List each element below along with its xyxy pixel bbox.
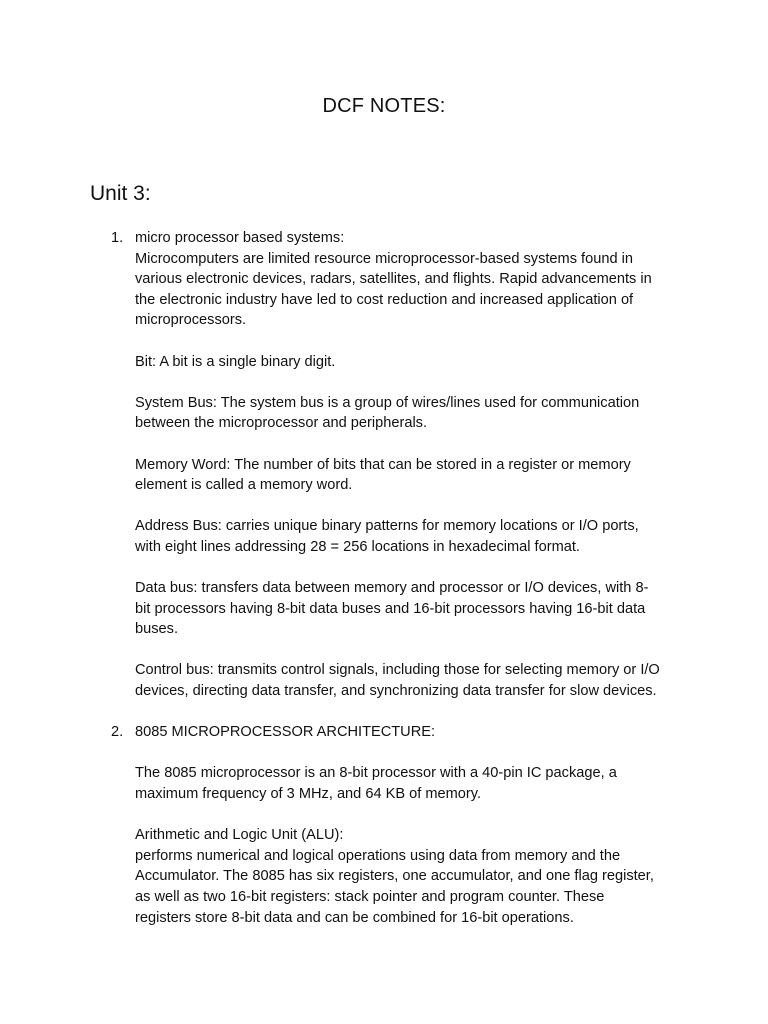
text-line: the electronic industry have led to cost reduction and increased application of xyxy=(135,291,634,308)
text-line: registers store 8-bit data and can be combined for 16-bit operations. xyxy=(135,909,574,926)
text-line: Address Bus: carries unique binary patterns for memory locations or I/O ports, xyxy=(135,518,639,535)
paragraph xyxy=(135,352,695,373)
paragraph xyxy=(135,763,695,804)
paragraph xyxy=(135,578,695,640)
paragraph-gap xyxy=(135,331,695,352)
list-item-number: 1. xyxy=(111,230,124,246)
paragraph xyxy=(135,393,695,434)
unit-heading: Unit 3: xyxy=(90,182,151,205)
document-title: DCF NOTES: xyxy=(322,95,446,117)
paragraph-gap xyxy=(135,805,695,826)
text-line: bit processors having 8-bit data buses and 16-bit processors having 16-bit data xyxy=(135,600,646,617)
text-line: performs numerical and logical operations using data from memory and the xyxy=(135,847,621,864)
text-line: between the microprocessor and peripherals. xyxy=(135,415,428,432)
paragraph xyxy=(135,249,695,331)
paragraph xyxy=(135,825,695,928)
text-line: Memory Word: The number of bits that can be stored in a register or memory xyxy=(135,456,631,473)
paragraph-gap xyxy=(135,372,695,393)
list-item-heading: micro processor based systems: xyxy=(135,230,345,246)
text-line: maximum frequency of 3 MHz, and 64 KB of memory. xyxy=(135,786,482,803)
list-item xyxy=(111,722,695,928)
text-line: element is called a memory word. xyxy=(135,477,353,494)
text-line: Bit: A bit is a single binary digit. xyxy=(135,353,336,370)
text-line: buses. xyxy=(135,621,178,638)
paragraph-gap xyxy=(135,558,695,579)
paragraph-gap xyxy=(135,640,695,661)
paragraph-gap xyxy=(135,743,695,764)
paragraph xyxy=(135,516,695,557)
text-line: devices, directing data transfer, and synchronizing data transfer for slow devices. xyxy=(135,683,657,700)
list-item xyxy=(111,228,695,702)
text-line: Data bus: transfers data between memory and processor or I/O devices, with 8- xyxy=(135,580,649,597)
text-line: Accumulator. The 8085 has six registers, one accumulator, and one flag register, xyxy=(135,868,654,885)
text-line: Microcomputers are limited resource microprocessor-based systems found in xyxy=(135,250,633,267)
item-gap xyxy=(135,702,695,723)
paragraph xyxy=(135,660,695,701)
list-item-heading: 8085 MICROPROCESSOR ARCHITECTURE: xyxy=(135,724,436,741)
text-line: with eight lines addressing 28 = 256 locations in hexadecimal format. xyxy=(135,538,580,555)
text-line: System Bus: The system bus is a group of wires/lines used for communication xyxy=(135,394,640,411)
text-line: Control bus: transmits control signals, including those for selecting memory or I/O xyxy=(135,662,660,679)
text-line: microprocessors. xyxy=(135,312,247,329)
numbered-list xyxy=(111,228,695,928)
list-item-number: 2. xyxy=(111,724,124,741)
paragraph xyxy=(135,455,695,496)
paragraph-gap xyxy=(135,434,695,455)
text-line: The 8085 microprocessor is an 8-bit processor with a 40-pin IC package, a xyxy=(135,765,617,782)
text-line: various electronic devices, radars, satellites, and flights. Rapid advancements in xyxy=(135,271,652,288)
text-line: Arithmetic and Logic Unit (ALU): xyxy=(135,827,344,844)
text-line: as well as two 16-bit registers: stack pointer and program counter. These xyxy=(135,889,605,905)
paragraph-gap xyxy=(135,496,695,517)
